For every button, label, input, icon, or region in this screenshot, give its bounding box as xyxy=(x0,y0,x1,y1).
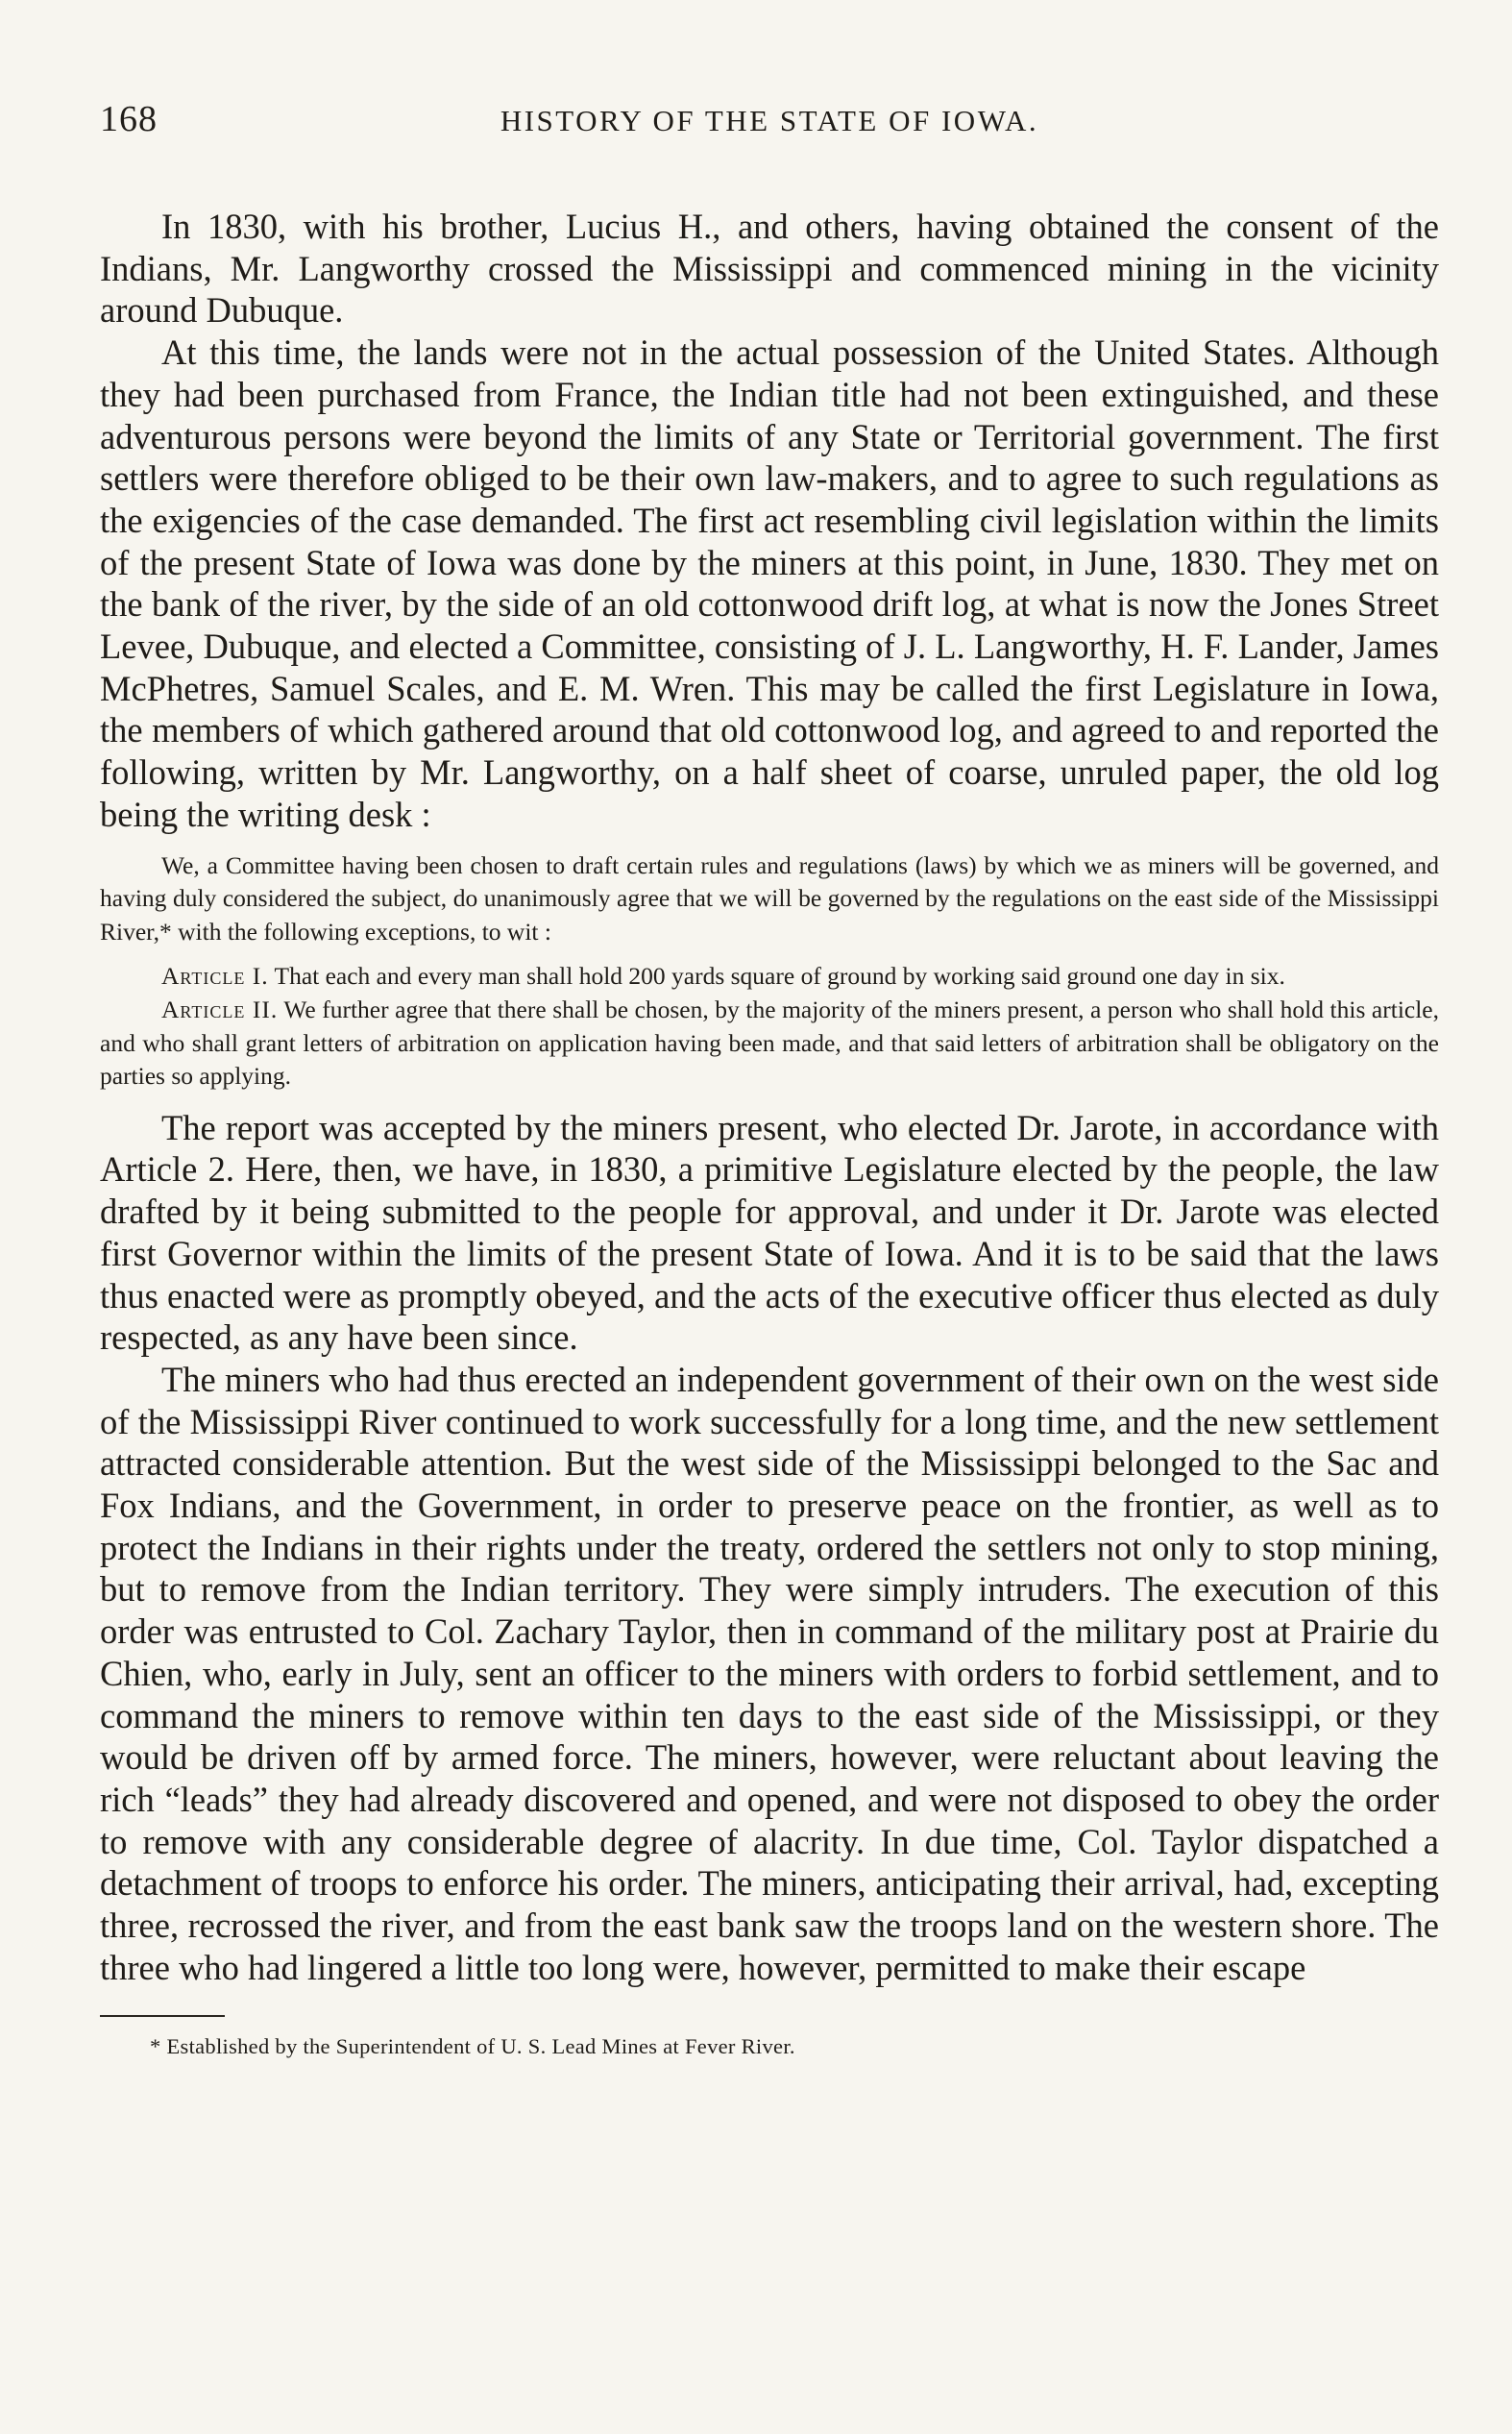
body-paragraph: In 1830, with his brother, Lucius H., and others, having obtained the consent of the Indians, Mr. Langworthy crossed the Mississippi and commenced mining in the vicinity around Dubuque. xyxy=(100,207,1439,331)
page-number: 168 xyxy=(100,99,158,139)
running-head: HISTORY OF THE STATE OF IOWA. xyxy=(500,104,1039,137)
page-body xyxy=(100,206,1439,2061)
article-text: That each and every man shall hold 200 yards square of ground by working said ground one day in six. xyxy=(274,962,1285,991)
body-paragraph: At this time, the lands were not in the actual possession of the United States. Although they had been purchased from France, the Indian title had not been extinguished, and these adventurous persons were beyond the limits of any State or Territorial government. The first settlers were therefore obliged to be their own law-makers, and to agree to such regulations as the exigencies of the case demanded. The first act resembling civil legislation within the limits of the present State of Iowa was done by the miners at this point, in June, 1830. They met on the bank of the river, by the side of an old cottonwood drift log, at what is now the Jones Street Levee, Dubuque, and elected a Committee, consisting of J. L. Langworthy, H. F. Lander, James McPhetres, Samuel Scales, and E. M. Wren. This may be called the first Legislature in Iowa, the members of which gathered around that old cottonwood log, and agreed to and reported the following, written by Mr. Langworthy, on a half sheet of coarse, unruled paper, the old log being the writing desk : xyxy=(100,332,1439,834)
page-header xyxy=(100,92,1439,150)
book-page xyxy=(100,92,1439,2061)
article-label: Article I. xyxy=(161,962,269,991)
quote-intro: We, a Committee having been chosen to draft certain rules and regulations (laws) by which we as miners will be governed, and having duly considered the subject, do unanimously agree that we will be governed by the regulations on the east side of the Mississippi River,* with the following exceptions, to wit : xyxy=(100,850,1439,946)
body-paragraph: The report was accepted by the miners present, who elected Dr. Jarote, in accordance with Article 2. Here, then, we have, in 1830, a primitive Legislature elected by the people, the law drafted by it being submitted to the people for approval, and under it Dr. Jarote was elected first Governor within the limits of the present State of Iowa. And it is to be said that the laws thus enacted were as promptly obeyed, and the acts of the executive officer thus elected as duly respected, as any have been since. xyxy=(100,1107,1439,1358)
footnote: * Established by the Superintendent of U. S. Lead Mines at Fever River. xyxy=(150,2034,795,2059)
body-paragraph: The miners who had thus erected an independent government of their own on the west side of the Mississippi River continued to work successfully for a long time, and the new settlement attracted considerable attention. But the west side of the Mississippi belonged to the Sac and Fox Indians, and the Government, in order to preserve peace on the frontier, as well as to protect the Indians in their rights under the treaty, ordered the settlers not only to stop mining, but to remove from the Indian territory. They were simply intruders. The execution of this order was entrusted to Col. Zachary Taylor, then in command of the military post at Prairie du Chien, who, early in July, sent an officer to the miners with orders to forbid settlement, and to command the miners to remove within ten days to the east side of the Mississippi, or they would be driven off by armed force. The miners, however, were reluctant about leaving the rich “leads” they had already discovered and opened, and were not disposed to obey the order to remove with any considerable degree of alacrity. In due time, Col. Taylor dispatched a detachment of troops to enforce his order. The miners, anticipating their arrival, had, excepting three, recrossed the river, and from the east bank saw the troops land on the western shore. The three who had lingered a little too long were, however, permitted to make their escape xyxy=(100,1359,1439,1987)
article-text: We further agree that there shall be chosen, by the majority of the miners present, a person who shall hold this article, and who shall grant letters of arbitration on application having been made, and that said letters of arbitration shall be obligatory on the parties so applying. xyxy=(100,995,1439,1091)
article-label: Article II. xyxy=(161,995,279,1023)
committee-report-quote xyxy=(100,849,1439,1094)
article-one xyxy=(100,960,1439,994)
article-two xyxy=(100,994,1439,1094)
footnote-divider xyxy=(100,2015,225,2017)
